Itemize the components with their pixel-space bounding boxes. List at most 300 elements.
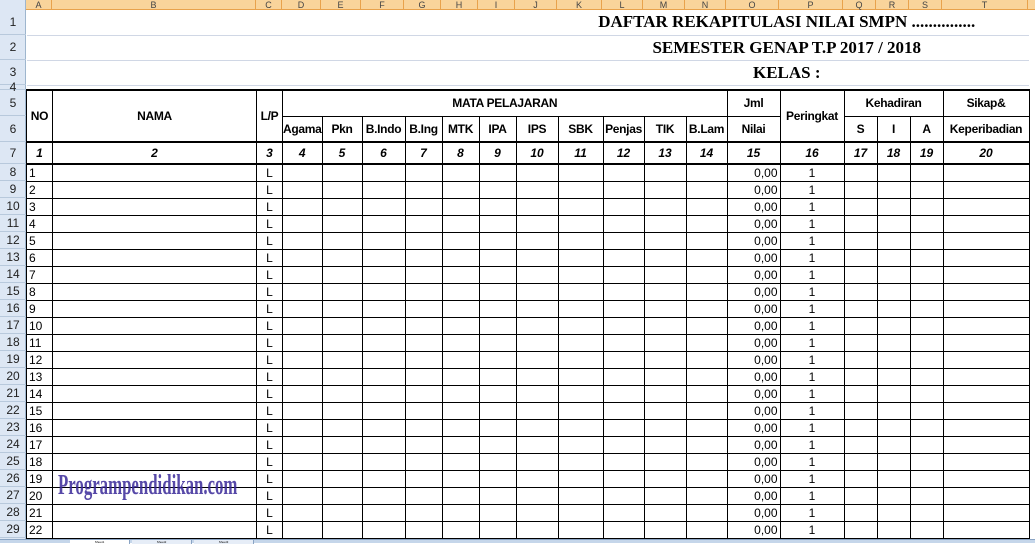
cell[interactable] — [322, 402, 362, 419]
cell[interactable] — [877, 266, 910, 283]
cell-jml-nilai[interactable]: 0,00 — [727, 198, 780, 215]
cell-no[interactable]: 1 — [27, 164, 53, 181]
select-all-corner[interactable] — [0, 0, 26, 10]
cell[interactable] — [516, 419, 558, 436]
cell-no[interactable]: 14 — [27, 385, 53, 402]
cell[interactable] — [442, 470, 479, 487]
cell[interactable] — [910, 300, 943, 317]
cell[interactable] — [322, 487, 362, 504]
cell[interactable] — [405, 164, 442, 181]
row-header[interactable]: 8 — [0, 164, 26, 181]
column-header-H[interactable]: H — [441, 0, 478, 10]
cell-jml-nilai[interactable]: 0,00 — [727, 334, 780, 351]
cell[interactable] — [405, 266, 442, 283]
cell[interactable] — [844, 334, 877, 351]
cell[interactable] — [322, 232, 362, 249]
cell[interactable] — [877, 504, 910, 521]
cell[interactable] — [479, 385, 516, 402]
row-header[interactable]: 15 — [0, 283, 26, 300]
column-number[interactable]: 7 — [405, 142, 442, 164]
cell[interactable] — [603, 402, 644, 419]
cell[interactable] — [644, 334, 686, 351]
cell[interactable] — [603, 351, 644, 368]
cell-no[interactable]: 3 — [27, 198, 53, 215]
header-a[interactable]: A — [910, 116, 943, 142]
cell[interactable] — [877, 334, 910, 351]
cell[interactable] — [283, 419, 323, 436]
cell-lp[interactable]: L — [257, 300, 283, 317]
title-line-1[interactable]: DAFTAR REKAPITULASI NILAI SMPN ............... — [27, 10, 1030, 35]
cell[interactable] — [644, 470, 686, 487]
header-nama[interactable]: NAMA — [53, 90, 257, 142]
cell[interactable] — [53, 453, 257, 470]
cell[interactable] — [283, 181, 323, 198]
cell[interactable] — [844, 317, 877, 334]
cell[interactable] — [405, 470, 442, 487]
cell[interactable] — [283, 453, 323, 470]
cell[interactable] — [405, 521, 442, 538]
cell[interactable] — [479, 283, 516, 300]
column-header-I[interactable]: I — [478, 0, 515, 10]
cell-jml-nilai[interactable]: 0,00 — [727, 368, 780, 385]
cell[interactable] — [686, 334, 727, 351]
cell[interactable] — [686, 198, 727, 215]
cell[interactable] — [943, 351, 1029, 368]
cell[interactable] — [603, 453, 644, 470]
cell-lp[interactable]: L — [257, 232, 283, 249]
cell[interactable] — [558, 351, 603, 368]
cell-lp[interactable]: L — [257, 164, 283, 181]
cell[interactable] — [442, 385, 479, 402]
cell[interactable] — [283, 504, 323, 521]
cell-lp[interactable]: L — [257, 436, 283, 453]
cell[interactable] — [362, 266, 405, 283]
cell[interactable] — [943, 317, 1029, 334]
cell[interactable] — [844, 300, 877, 317]
cell[interactable] — [53, 351, 257, 368]
column-header-C[interactable]: C — [256, 0, 282, 10]
cell[interactable] — [322, 351, 362, 368]
cell[interactable] — [283, 402, 323, 419]
cell[interactable] — [603, 283, 644, 300]
cell[interactable] — [362, 232, 405, 249]
cell[interactable] — [516, 504, 558, 521]
cell[interactable] — [479, 504, 516, 521]
cell[interactable] — [644, 266, 686, 283]
cell[interactable] — [877, 521, 910, 538]
column-header-D[interactable]: D — [282, 0, 321, 10]
cell[interactable] — [405, 283, 442, 300]
cell[interactable] — [283, 300, 323, 317]
cell[interactable] — [405, 487, 442, 504]
cell[interactable] — [362, 419, 405, 436]
cell[interactable] — [603, 164, 644, 181]
cell[interactable] — [322, 317, 362, 334]
cell[interactable] — [322, 385, 362, 402]
cell[interactable] — [516, 351, 558, 368]
cell[interactable] — [943, 453, 1029, 470]
cell-jml-nilai[interactable]: 0,00 — [727, 181, 780, 198]
cell[interactable] — [405, 453, 442, 470]
cell[interactable] — [322, 470, 362, 487]
cell[interactable] — [516, 368, 558, 385]
cell[interactable] — [644, 283, 686, 300]
cell[interactable] — [442, 300, 479, 317]
sheet-tab[interactable]: Sheet2 — [132, 540, 192, 544]
row-header[interactable]: 20 — [0, 368, 26, 385]
cell-jml-nilai[interactable]: 0,00 — [727, 453, 780, 470]
cell[interactable] — [53, 368, 257, 385]
column-header-J[interactable]: J — [515, 0, 557, 10]
cell[interactable] — [362, 215, 405, 232]
cell[interactable] — [362, 470, 405, 487]
cell[interactable] — [442, 215, 479, 232]
cell[interactable] — [644, 232, 686, 249]
cell-lp[interactable]: L — [257, 487, 283, 504]
cell[interactable] — [603, 317, 644, 334]
cell[interactable] — [686, 317, 727, 334]
column-number[interactable]: 2 — [53, 142, 257, 164]
cell-no[interactable]: 2 — [27, 181, 53, 198]
cell[interactable] — [516, 453, 558, 470]
cell[interactable] — [479, 368, 516, 385]
cell[interactable] — [877, 317, 910, 334]
cell-jml-nilai[interactable]: 0,00 — [727, 385, 780, 402]
column-number[interactable]: 6 — [362, 142, 405, 164]
cell[interactable] — [516, 317, 558, 334]
header-subject[interactable]: TIK — [644, 116, 686, 142]
column-header-R[interactable]: R — [876, 0, 909, 10]
cell[interactable] — [362, 317, 405, 334]
header-lp[interactable]: L/P — [257, 90, 283, 142]
header-subject[interactable]: B.Lam — [686, 116, 727, 142]
row-header[interactable]: 5 — [0, 90, 26, 116]
cell[interactable] — [362, 300, 405, 317]
cell[interactable] — [877, 351, 910, 368]
cell[interactable] — [442, 283, 479, 300]
cell-peringkat[interactable]: 1 — [780, 351, 844, 368]
cell[interactable] — [53, 181, 257, 198]
cell[interactable] — [877, 164, 910, 181]
sheet-tab[interactable]: Sheet3 — [194, 540, 254, 544]
cell[interactable] — [558, 453, 603, 470]
cell[interactable] — [558, 164, 603, 181]
cell[interactable] — [516, 164, 558, 181]
cell[interactable] — [362, 521, 405, 538]
cell[interactable] — [442, 351, 479, 368]
cell[interactable] — [405, 198, 442, 215]
cell-peringkat[interactable]: 1 — [780, 164, 844, 181]
cell-peringkat[interactable]: 1 — [780, 521, 844, 538]
cell[interactable] — [53, 266, 257, 283]
cell[interactable] — [844, 232, 877, 249]
row-header[interactable]: 21 — [0, 385, 26, 402]
header-kehadiran[interactable]: Kehadiran — [844, 90, 943, 116]
cell[interactable] — [479, 521, 516, 538]
cell[interactable] — [479, 334, 516, 351]
cell[interactable] — [283, 487, 323, 504]
header-subject[interactable]: IPS — [516, 116, 558, 142]
cell[interactable] — [516, 283, 558, 300]
cell[interactable] — [362, 198, 405, 215]
cell[interactable] — [603, 504, 644, 521]
cell-no[interactable]: 13 — [27, 368, 53, 385]
cell[interactable] — [686, 521, 727, 538]
cell[interactable] — [686, 164, 727, 181]
cell[interactable] — [53, 300, 257, 317]
cell[interactable] — [283, 232, 323, 249]
cell[interactable] — [877, 198, 910, 215]
cell[interactable] — [877, 215, 910, 232]
cell-jml-nilai[interactable]: 0,00 — [727, 470, 780, 487]
cell[interactable] — [644, 385, 686, 402]
cell-peringkat[interactable]: 1 — [780, 402, 844, 419]
cell[interactable] — [283, 249, 323, 266]
cell[interactable] — [603, 198, 644, 215]
cell[interactable] — [603, 385, 644, 402]
cell[interactable] — [53, 334, 257, 351]
cell[interactable] — [442, 436, 479, 453]
cell[interactable] — [53, 521, 257, 538]
cell-peringkat[interactable]: 1 — [780, 300, 844, 317]
cell-no[interactable]: 17 — [27, 436, 53, 453]
cell[interactable] — [283, 470, 323, 487]
cell[interactable] — [283, 317, 323, 334]
cell[interactable] — [362, 249, 405, 266]
title-line-2[interactable]: SEMESTER GENAP T.P 2017 / 2018 — [27, 35, 1030, 60]
cell[interactable] — [686, 402, 727, 419]
cell[interactable] — [479, 181, 516, 198]
column-number[interactable]: 9 — [479, 142, 516, 164]
cell[interactable] — [362, 385, 405, 402]
cell[interactable] — [516, 266, 558, 283]
cell[interactable] — [442, 164, 479, 181]
cell-lp[interactable]: L — [257, 198, 283, 215]
cell[interactable] — [362, 402, 405, 419]
cell[interactable] — [322, 521, 362, 538]
cell-lp[interactable]: L — [257, 385, 283, 402]
cell[interactable] — [910, 419, 943, 436]
cell[interactable] — [558, 436, 603, 453]
cell[interactable] — [283, 215, 323, 232]
cell[interactable] — [479, 215, 516, 232]
cell[interactable] — [910, 385, 943, 402]
cell[interactable] — [910, 181, 943, 198]
cell[interactable] — [405, 334, 442, 351]
column-header-E[interactable]: E — [321, 0, 361, 10]
cell-lp[interactable]: L — [257, 521, 283, 538]
header-kepribadian[interactable]: Keperibadian — [943, 116, 1029, 142]
cell[interactable] — [603, 266, 644, 283]
cell[interactable] — [877, 249, 910, 266]
cell[interactable] — [910, 368, 943, 385]
cell[interactable] — [558, 249, 603, 266]
column-number[interactable]: 11 — [558, 142, 603, 164]
row-header[interactable]: 28 — [0, 504, 26, 521]
cell[interactable] — [686, 419, 727, 436]
cell[interactable] — [910, 436, 943, 453]
cell-peringkat[interactable]: 1 — [780, 504, 844, 521]
cell[interactable] — [644, 504, 686, 521]
cell[interactable] — [479, 436, 516, 453]
cell[interactable] — [479, 402, 516, 419]
cell[interactable] — [442, 419, 479, 436]
cell[interactable] — [910, 164, 943, 181]
cell[interactable] — [943, 164, 1029, 181]
cell[interactable] — [603, 249, 644, 266]
cell[interactable] — [877, 419, 910, 436]
cell[interactable] — [910, 487, 943, 504]
cell[interactable] — [558, 504, 603, 521]
row-header[interactable]: 9 — [0, 181, 26, 198]
cell[interactable] — [844, 351, 877, 368]
header-nilai[interactable]: Nilai — [727, 116, 780, 142]
cell[interactable] — [516, 181, 558, 198]
cell[interactable] — [686, 266, 727, 283]
row-header[interactable]: 10 — [0, 198, 26, 215]
cell[interactable] — [877, 453, 910, 470]
cell-no[interactable]: 12 — [27, 351, 53, 368]
column-header-M[interactable]: M — [643, 0, 685, 10]
cell[interactable] — [943, 470, 1029, 487]
cell[interactable] — [53, 164, 257, 181]
cell[interactable] — [877, 300, 910, 317]
row-header[interactable]: 17 — [0, 317, 26, 334]
cell[interactable] — [405, 249, 442, 266]
cell[interactable] — [943, 215, 1029, 232]
cell[interactable] — [844, 266, 877, 283]
cell[interactable] — [53, 283, 257, 300]
cell[interactable] — [53, 385, 257, 402]
cell-lp[interactable]: L — [257, 402, 283, 419]
row-header[interactable]: 2 — [0, 35, 26, 60]
cell[interactable] — [479, 266, 516, 283]
row-header[interactable]: 11 — [0, 215, 26, 232]
cell[interactable] — [322, 164, 362, 181]
cell[interactable] — [479, 419, 516, 436]
cell[interactable] — [910, 317, 943, 334]
cell[interactable] — [603, 181, 644, 198]
cell[interactable] — [844, 504, 877, 521]
cell[interactable] — [362, 504, 405, 521]
cell[interactable] — [558, 419, 603, 436]
cell-peringkat[interactable]: 1 — [780, 419, 844, 436]
cell[interactable] — [283, 351, 323, 368]
cell[interactable] — [558, 317, 603, 334]
cell[interactable] — [405, 385, 442, 402]
header-subject[interactable]: B.Indo — [362, 116, 405, 142]
cell[interactable] — [877, 436, 910, 453]
cell[interactable] — [877, 385, 910, 402]
cell[interactable] — [844, 453, 877, 470]
cell[interactable] — [516, 232, 558, 249]
row-header[interactable]: 18 — [0, 334, 26, 351]
cell-jml-nilai[interactable]: 0,00 — [727, 164, 780, 181]
header-sikap[interactable]: Sikap& — [943, 90, 1029, 116]
cell[interactable] — [910, 521, 943, 538]
cell[interactable] — [405, 368, 442, 385]
cell[interactable] — [910, 198, 943, 215]
cell-jml-nilai[interactable]: 0,00 — [727, 402, 780, 419]
cell[interactable] — [405, 436, 442, 453]
cell[interactable] — [844, 198, 877, 215]
cell-lp[interactable]: L — [257, 453, 283, 470]
cell[interactable] — [644, 317, 686, 334]
cell[interactable] — [53, 232, 257, 249]
cell[interactable] — [479, 470, 516, 487]
cell[interactable] — [877, 283, 910, 300]
cell[interactable] — [516, 300, 558, 317]
cell-no[interactable]: 8 — [27, 283, 53, 300]
cell[interactable] — [322, 436, 362, 453]
cell[interactable] — [603, 232, 644, 249]
cell[interactable] — [686, 487, 727, 504]
cell-peringkat[interactable]: 1 — [780, 232, 844, 249]
header-subject[interactable]: SBK — [558, 116, 603, 142]
cell[interactable] — [516, 249, 558, 266]
cell[interactable] — [844, 419, 877, 436]
cell[interactable] — [558, 521, 603, 538]
row-header[interactable]: 16 — [0, 300, 26, 317]
cell[interactable] — [53, 317, 257, 334]
cell-no[interactable]: 22 — [27, 521, 53, 538]
row-header[interactable]: 7 — [0, 142, 26, 164]
cell[interactable] — [442, 521, 479, 538]
cell[interactable] — [479, 164, 516, 181]
cell[interactable] — [877, 402, 910, 419]
column-number[interactable]: 1 — [27, 142, 53, 164]
cell[interactable] — [53, 504, 257, 521]
cell[interactable] — [910, 453, 943, 470]
cell[interactable] — [516, 521, 558, 538]
cell[interactable] — [844, 521, 877, 538]
row-header[interactable]: 19 — [0, 351, 26, 368]
cell-jml-nilai[interactable]: 0,00 — [727, 436, 780, 453]
row-header[interactable]: 1 — [0, 10, 26, 35]
cell[interactable] — [362, 283, 405, 300]
cell[interactable] — [910, 215, 943, 232]
cell-peringkat[interactable]: 1 — [780, 436, 844, 453]
cell[interactable] — [362, 181, 405, 198]
cell[interactable] — [479, 198, 516, 215]
cell[interactable] — [405, 419, 442, 436]
cell[interactable] — [644, 300, 686, 317]
cell-jml-nilai[interactable]: 0,00 — [727, 504, 780, 521]
cell[interactable] — [603, 334, 644, 351]
cell[interactable] — [405, 351, 442, 368]
cell-no[interactable]: 16 — [27, 419, 53, 436]
cell[interactable] — [322, 266, 362, 283]
cell[interactable] — [644, 521, 686, 538]
column-number[interactable]: 14 — [686, 142, 727, 164]
cell[interactable] — [558, 402, 603, 419]
row-header[interactable]: 25 — [0, 453, 26, 470]
cell[interactable] — [644, 181, 686, 198]
cell-peringkat[interactable]: 1 — [780, 215, 844, 232]
cell[interactable] — [686, 453, 727, 470]
cell-no[interactable]: 15 — [27, 402, 53, 419]
cell-no[interactable]: 19 — [27, 470, 53, 487]
cell-no[interactable]: 18 — [27, 453, 53, 470]
cell[interactable] — [558, 368, 603, 385]
cell[interactable] — [516, 385, 558, 402]
cell[interactable] — [558, 198, 603, 215]
column-number[interactable]: 13 — [644, 142, 686, 164]
header-subject[interactable]: IPA — [479, 116, 516, 142]
column-header-K[interactable]: K — [557, 0, 602, 10]
cell-peringkat[interactable]: 1 — [780, 249, 844, 266]
cell[interactable] — [322, 181, 362, 198]
